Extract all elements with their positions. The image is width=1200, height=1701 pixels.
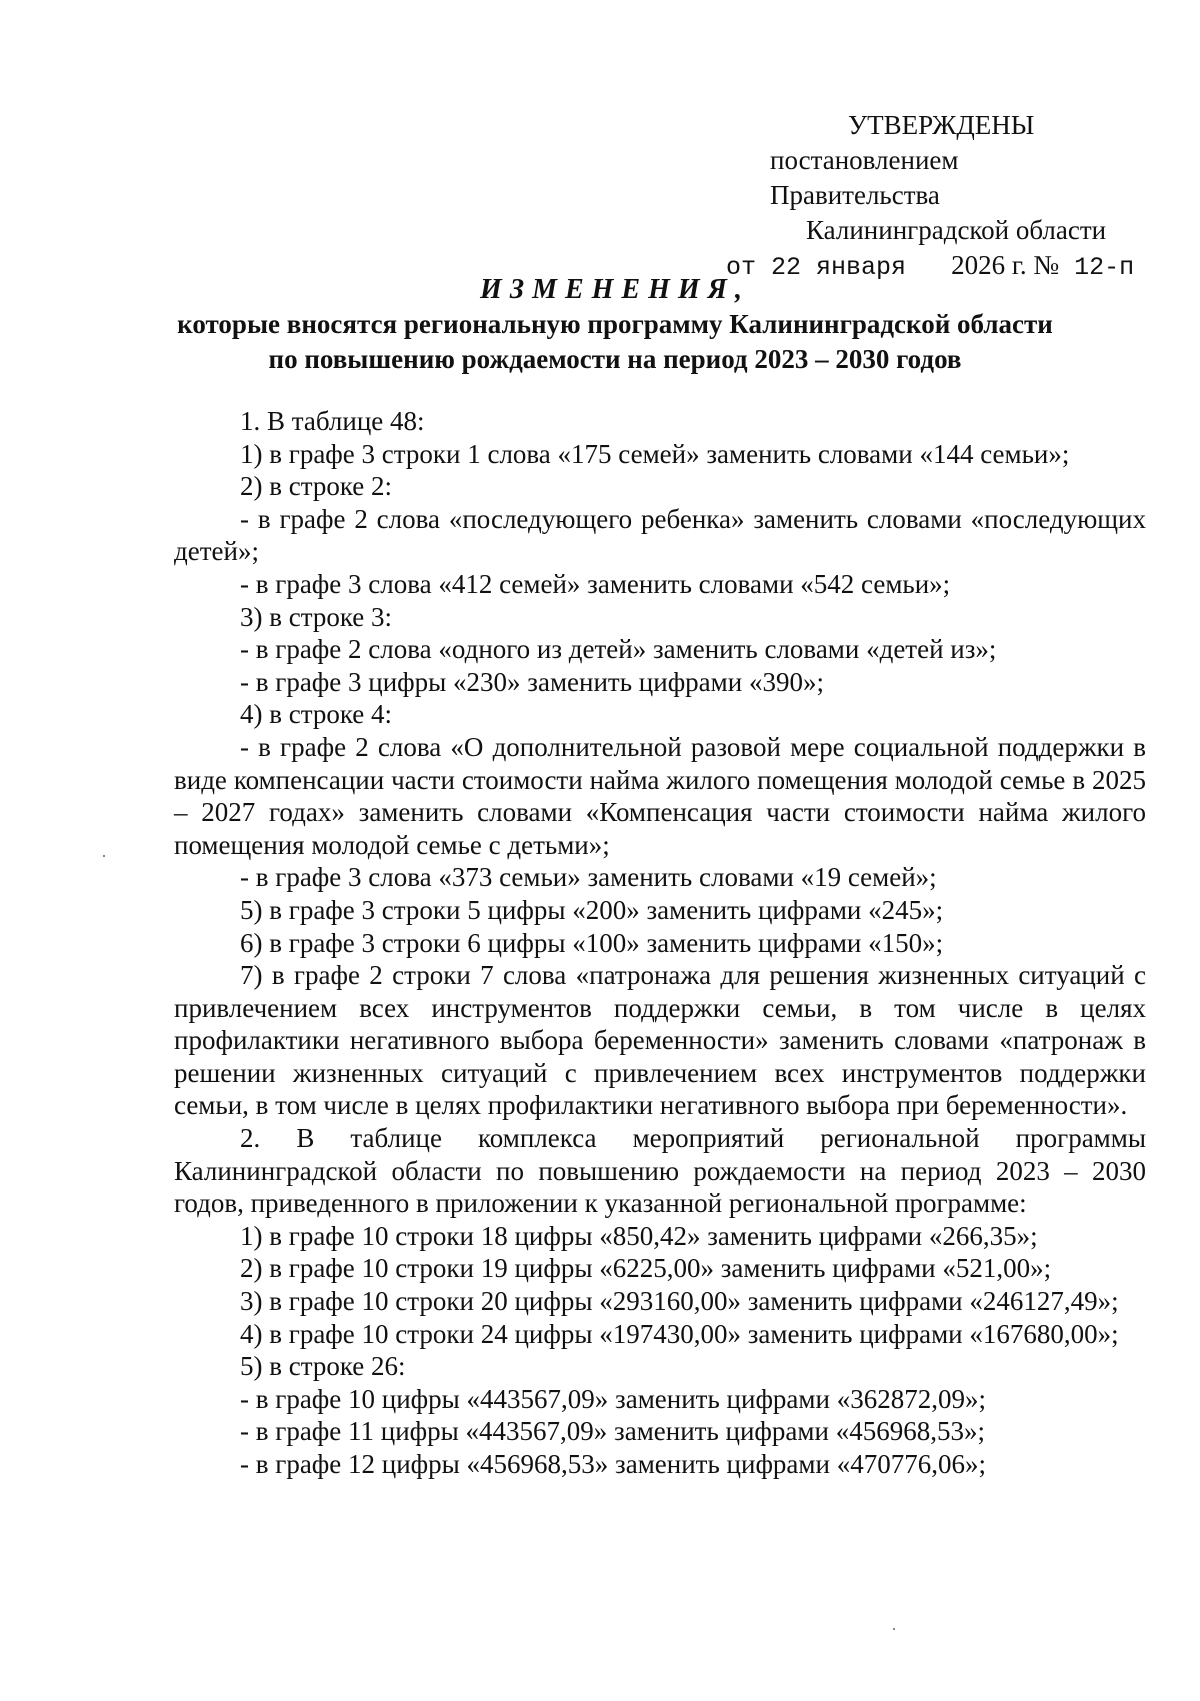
paragraph: 2) в графе 10 строки 19 цифры «6225,00» заменить цифрами «521,00»; <box>240 1253 1052 1284</box>
paragraph: 2) в строке 2: <box>240 471 393 502</box>
paragraph: 4) в графе 10 строки 24 цифры «197430,00» заменить цифрами «167680,00»; <box>240 1318 1119 1349</box>
paragraph: 1. В таблице 48: <box>240 406 425 436</box>
approval-date-value: 22 января <box>771 253 907 282</box>
paragraph: - в графе 11 цифры «443567,09» заменить цифрами «456968,53»; <box>240 1416 985 1447</box>
paragraph: - в графе 12 цифры «456968,53» заменить цифрами «470776,06»; <box>240 1449 986 1479</box>
approval-title: УТВЕРЖДЕНЫ <box>848 110 1035 140</box>
paragraph: - в графе 3 слова «412 семей» заменить словами «542 семьи»; <box>240 568 951 599</box>
paragraph: - в графе 3 слова «373 семьи» заменить словами «19 семей»; <box>240 862 937 893</box>
paragraph: 5) в строке 26: <box>240 1351 406 1382</box>
approval-stamp <box>706 108 1135 285</box>
paragraph: 3) в графе 10 строки 20 цифры «293160,00» заменить цифрами «246127,49»; <box>240 1286 1119 1317</box>
document-heading <box>150 272 1080 377</box>
paragraph: 3) в строке 3: <box>240 601 393 632</box>
scan-speck <box>103 855 105 857</box>
paragraph: 6) в графе 3 строки 6 цифры «100» заменить цифрами «150»; <box>240 927 944 958</box>
scan-speck <box>893 1628 895 1630</box>
approval-resolution: постановлением Правительства <box>770 145 959 210</box>
approval-date-prefix: от <box>726 253 757 282</box>
approval-region: Калининградской области <box>806 215 1107 245</box>
paragraph: 1) в графе 10 строки 18 цифры «850,42» заменить цифрами «266,35»; <box>240 1220 1038 1251</box>
paragraph: - в графе 2 слова «последующего ребенка» заменить словами «последующих детей»; <box>174 503 1146 567</box>
document-title: ИЗМЕНЕНИЯ, <box>480 274 750 305</box>
paragraph: 1) в графе 3 строки 1 слова «175 семей» заменить словами «144 семьи»; <box>240 438 1070 469</box>
paragraph: - в графе 10 цифры «443567,09» заменить цифрами «362872,09»; <box>240 1383 986 1414</box>
paragraph: - в графе 2 слова «одного из детей» заменить словами «детей из»; <box>240 634 997 665</box>
approval-number: 12-п <box>1074 253 1135 282</box>
document-subtitle-line1: которые вносятся региональную программу Калининградской области <box>177 309 1053 339</box>
paragraph: 7) в графе 2 строки 7 слова «патронажа для решения жизненных ситуаций с привлечением всех инструментов поддержки семьи, в том числе в целях профилактики негативного выбора беременности» заменить словами «патронаж в решении жизненных ситуаций с привлечением всех инструментов поддержки семьи, в том числе в целях профилактики негативного выбора при беременности». <box>174 960 1146 1121</box>
paragraph: 5) в графе 3 строки 5 цифры «200» заменить цифрами «245»; <box>240 894 944 925</box>
paragraph: - в графе 3 цифры «230» заменить цифрами «390»; <box>240 666 824 697</box>
approval-year: 2026 г. № <box>951 250 1060 280</box>
document-subtitle-line2: по повышению рождаемости на период 2023 – 2030 годов <box>268 344 962 374</box>
document-body <box>174 405 1146 1481</box>
paragraph: 4) в строке 4: <box>240 699 393 730</box>
paragraph: - в графе 2 слова «О дополнительной разовой мере социальной поддержки в виде компенсации части стоимости найма жилого помещения молодой семье в 2025 – 2027 годах» заменить словами «Компенсация части стоимости найма жилого помещения молодой семье с детьми»; <box>174 731 1146 860</box>
paragraph: 2. В таблице комплекса мероприятий региональной программы Калининградской области по повышению рождаемости на период 2023 – 2030 годов, приведенного в приложении к указанной региональной программе: <box>174 1123 1146 1219</box>
